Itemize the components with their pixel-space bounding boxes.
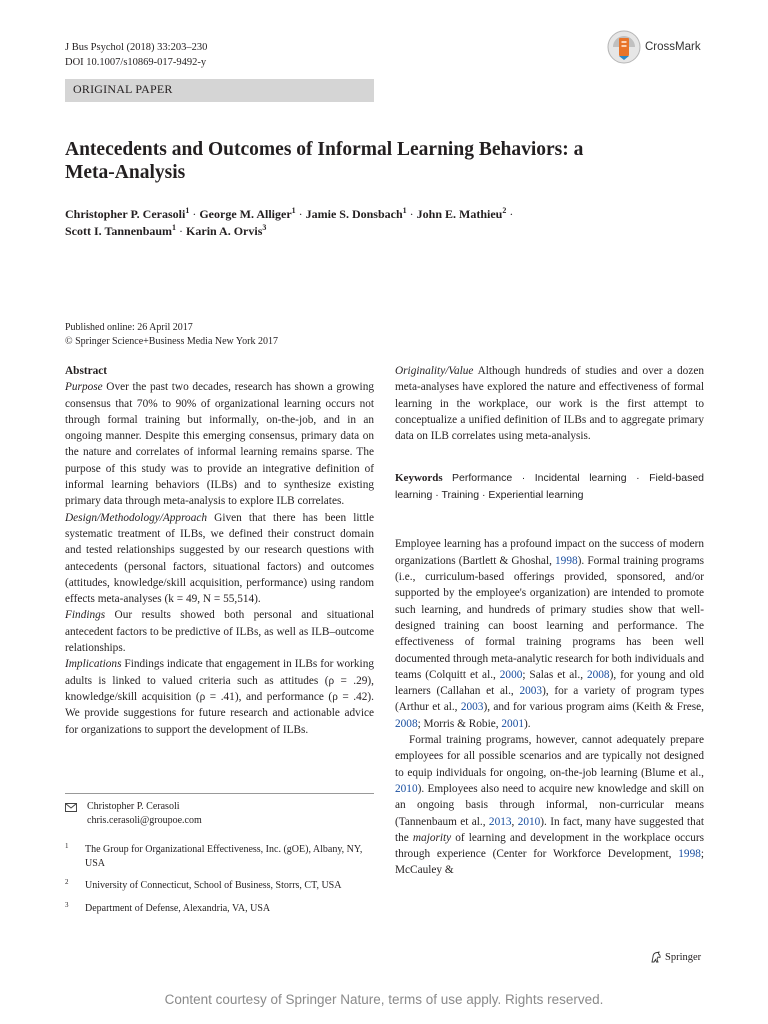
text-run: ; Salas et al., [522,668,587,681]
springer-horse-icon [650,951,662,963]
body-paragraph [395,732,704,879]
text-run: ; McCauley & [395,848,704,877]
author-name[interactable]: John E. Mathieu [416,207,503,221]
abstract-column-left [65,363,374,738]
author-affiliation-ref: 1 [172,223,177,232]
text-run: ). In fact, many have suggested that the [395,815,704,844]
text-run: ), for a variety of program types (Arthur et al., [395,685,704,714]
citation-link[interactable]: 2003 [460,701,484,714]
correspondence-entry [65,800,374,827]
separator-dot: · [509,207,514,221]
citation-link[interactable]: 2010 [395,782,418,795]
doi[interactable]: DOI 10.1007/s10869-017-9492-y [65,57,207,68]
affiliation-text: Department of Defense, Alexandria, VA, USA [85,902,271,914]
separator-dot: · [409,207,414,221]
copyright-footer: Content courtesy of Springer Nature, terms of use apply. Rights reserved. [164,992,604,1007]
abstract-findings [65,607,374,656]
affiliation-number: 3 [65,900,69,909]
keywords-label: Keywords [395,472,443,485]
separator-dot: · [179,224,184,238]
affiliation-item [65,902,374,916]
text-run: Formal training programs, however, cannot adequately prepare employees for all possible scenarios and are typically not designed to equip individuals for ongoing, on-the-job learning (Blume et al., [395,734,704,779]
author-name[interactable]: George M. Alliger [199,207,292,221]
article-title: Antecedents and Outcomes of Informal Learning Behaviors: a Meta-Analysis [65,139,584,183]
body-paragraph [395,536,704,732]
crossmark-badge[interactable] [607,30,701,64]
text-run: ). Formal training programs (i.e., curriculum-based offerings provided, sponsored, and/or supported by the employee's organization) are intended to promote such learning, and hundreds of primary studies show that well-designed training can boost learning and performance. The effectiveness of formal training programs has been well documented through meta-analytic research for both individuals and teams (Colquitt et al., [395,554,704,681]
affiliation-text: The Group for Organizational Effectiveness, Inc. (gOE), Albany, NY, USA [85,844,363,869]
affiliation-item [65,843,374,870]
author-affiliation-ref: 1 [402,206,407,215]
separator-dot: · [192,207,197,221]
purpose-label: Purpose [65,381,103,394]
affiliation-item [65,879,374,893]
abstract-implications [65,656,374,737]
originality-text: Although hundreds of studies and over a dozen meta-analyses have explored the nature and effectiveness of formal learning in the workplace, our work is the first attempt to conceptualize a unified definition of ILBs and to aggregate primary data on ILB correlates using meta-analysis. [395,365,705,443]
affiliations-list [65,843,374,924]
crossmark-label: CrossMark [645,41,701,53]
right-column [395,363,704,879]
author-affiliation-ref: 3 [262,223,267,232]
affiliation-text: University of Connecticut, School of Business, Storrs, CT, USA [85,880,342,891]
citation-link[interactable]: 2008 [586,668,610,681]
copyright-notice: © Springer Science+Business Media New York 2017 [65,335,278,347]
citation-link[interactable]: 2000 [499,668,523,681]
text-run: ). Employees also need to acquire new knowledge and skill on an ongoing basis through informal, non-curricular means (Tannenbaum et al., [395,782,704,828]
publication-info [65,321,278,348]
text-run: , [511,815,518,828]
corresponding-author: Christopher P. Cerasoli [87,801,180,812]
design-label: Design/Methodology/Approach [65,511,208,524]
journal-meta [65,40,207,70]
correspondence-details [87,800,202,827]
abstract-purpose [65,379,374,509]
author-list [65,206,625,240]
correspondence-block [65,793,374,827]
envelope-icon [65,803,77,812]
originality-label: Originality/Value [395,365,474,377]
purpose-text: Over the past two decades, research has shown a growing consensus that 70% to 90% of organizational learning occurs not through formal training but informally, on-the-job, and in an ongoing manner. Despite this emerging consensus, primary data on the nature and correlates of informal learning remains sparse. The purpose of this study was to provide an integrative definition of informal learning behaviors (ILBs) and to synthesize existing primary data through meta-analysis to explore ILB correlates. [65,381,374,508]
design-text: Given that there has been little systematic treatment of ILBs, we defined their construct domain and tested relationships suggested by our research questions with antecedents (personal factors, situational factors) and outcomes (attitudes, knowledge/skill acquisition, performance) using random effects meta-analyses (k = 49, N = 55,514). [65,511,374,606]
keywords-block [395,470,704,504]
journal-citation: J Bus Psychol (2018) 33:203–230 [65,42,208,53]
citation-link[interactable]: 1998 [555,554,578,567]
citation-link[interactable]: 2003 [519,685,543,698]
abstract-design [65,510,374,608]
introduction-body [395,536,704,878]
text-run: of learning and development in the workplace occurs through experience (Center for Workforce Development, [395,831,704,861]
author-affiliation-ref: 1 [291,206,296,215]
paper-type-label: ORIGINAL PAPER [73,82,173,96]
separator-dot: · [298,207,303,221]
abstract-originality [395,363,704,444]
findings-text: Our results showed both personal and situational antecedent factors to be predictive of ILBs, as well as ILB–outcome relationships. [65,609,374,655]
implications-label: Implications [65,658,122,671]
implications-text: Findings indicate that engagement in ILBs for working adults is linked to valued criteria such as attitudes (ρ = .29), knowledge/skill acquisition (ρ = .41), and performance (ρ = .42). We provide suggestions for future research and actionable advice for organizations to support the development of ILBs. [65,658,374,736]
abstract-heading: Abstract [65,365,108,377]
citation-link[interactable]: 2010 [517,815,541,828]
crossmark-icon [607,30,641,64]
text-run: Employee learning has a profound impact on the success of modern organizations (Bartlett & Ghoshal, [395,538,704,567]
corresponding-email[interactable]: chris.cerasoli@groupoe.com [87,814,202,826]
author-affiliation-ref: 1 [185,206,190,215]
citation-link[interactable]: 2013 [488,815,512,828]
text-run: ), and for various program aims (Keith & Frese, [483,701,704,714]
affiliation-number: 1 [65,842,69,850]
keywords-list: Performance · Incidental learning · Field-based learning · Training · Experiential learning [395,472,705,502]
citation-link[interactable]: 2001 [501,717,524,730]
text-run: ). [523,717,531,730]
author-name[interactable]: Jamie S. Donsbach [305,207,403,221]
text-run: ), for young and old learners (Callahan et al., [395,668,704,698]
publisher-logo [650,951,701,963]
author-name[interactable]: Christopher P. Cerasoli [65,207,186,221]
author-name[interactable]: Scott I. Tannenbaum [65,224,173,238]
citation-link[interactable]: 2008 [395,717,418,730]
text-run: ; Morris & Robie, [417,717,502,730]
author-affiliation-ref: 2 [502,206,507,215]
findings-label: Findings [65,609,106,622]
citation-link[interactable]: 1998 [678,848,701,861]
publisher-name: Springer [665,951,702,963]
author-name[interactable]: Karin A. Orvis [186,224,263,238]
paper-type-banner [65,79,374,102]
affiliation-number: 2 [65,878,69,886]
published-date: Published online: 26 April 2017 [65,322,193,333]
emphasis: majority [412,831,452,844]
